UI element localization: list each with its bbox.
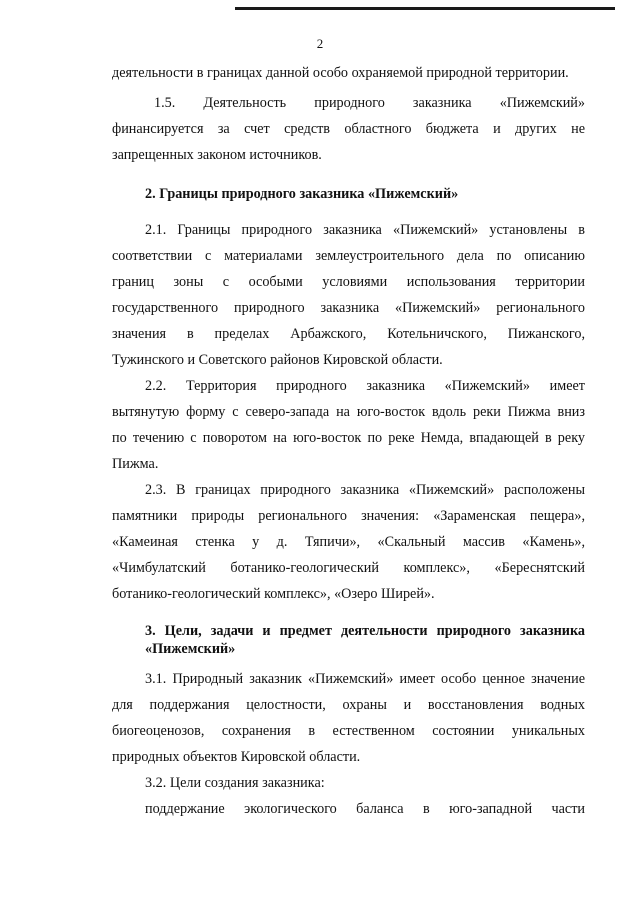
text-line: 2.2. Территория природного заказника «Пижемский» имеет [145, 378, 585, 394]
text-line: ботанико-геологический комплекс», «Озеро Ширей». [112, 586, 435, 602]
text-line: 2.3. В границах природного заказника «Пижемский» расположены [145, 482, 585, 498]
text-line: по течению с поворотом на юго-восток по реке Немда, впадающей в реку [112, 430, 585, 446]
section-heading: 2. Границы природного заказника «Пижемский» [145, 186, 459, 202]
text-line: биогеоценозов, сохранения в естественном состоянии уникальных [112, 723, 585, 739]
text-line: 3.1. Природный заказник «Пижемский» имеет особо ценное значение [145, 671, 585, 687]
text-line: запрещенных законом источников. [112, 147, 322, 163]
text-line: 3.2. Цели создания заказника: [145, 775, 325, 791]
text-line: вытянутую форму с северо-запада на юго-восток вдоль реки Пижма вниз [112, 404, 585, 420]
text-line: памятники природы регионального значения: «Зараменская пещера», [112, 508, 585, 524]
text-line: финансируется за счет средств областного бюджета и других не [112, 121, 585, 137]
section-heading: «Пижемский» [145, 641, 236, 657]
top-rule [235, 7, 615, 10]
page-number: 2 [316, 36, 324, 51]
text-line: государственного природного заказника «Пижемский» регионального [112, 300, 585, 316]
text-line: природных объектов Кировской области. [112, 749, 361, 765]
text-line: 2.1. Границы природного заказника «Пижемский» установлены в [145, 222, 585, 238]
text-line: соответствии с материалами землеустроительного дела по описанию [112, 248, 585, 264]
text-line: поддержание экологического баланса в юго-западной части [145, 801, 585, 817]
text-line: Тужинского и Советского районов Кировской области. [112, 352, 443, 368]
text-line: границ зоны с особыми условиями использования территории [112, 274, 585, 290]
text-line: деятельности в границах данной особо охраняемой природной территории. [112, 65, 569, 81]
section-heading: 3. Цели, задачи и предмет деятельности природного заказника [145, 623, 585, 639]
text-line: «Чимбулатский ботанико-геологический комплекс», «Береснятский [112, 560, 585, 576]
text-line: «Камеиная стенка у д. Тяпичи», «Скальный массив «Камень», [112, 534, 585, 550]
text-line: Пижма. [112, 456, 159, 472]
text-line: для поддержания целостности, охраны и восстановления водных [112, 697, 585, 713]
text-line: 1.5. Деятельность природного заказника «Пижемский» [154, 95, 585, 111]
text-line: значения в пределах Арбажского, Котельничского, Пижанского, [112, 326, 585, 342]
